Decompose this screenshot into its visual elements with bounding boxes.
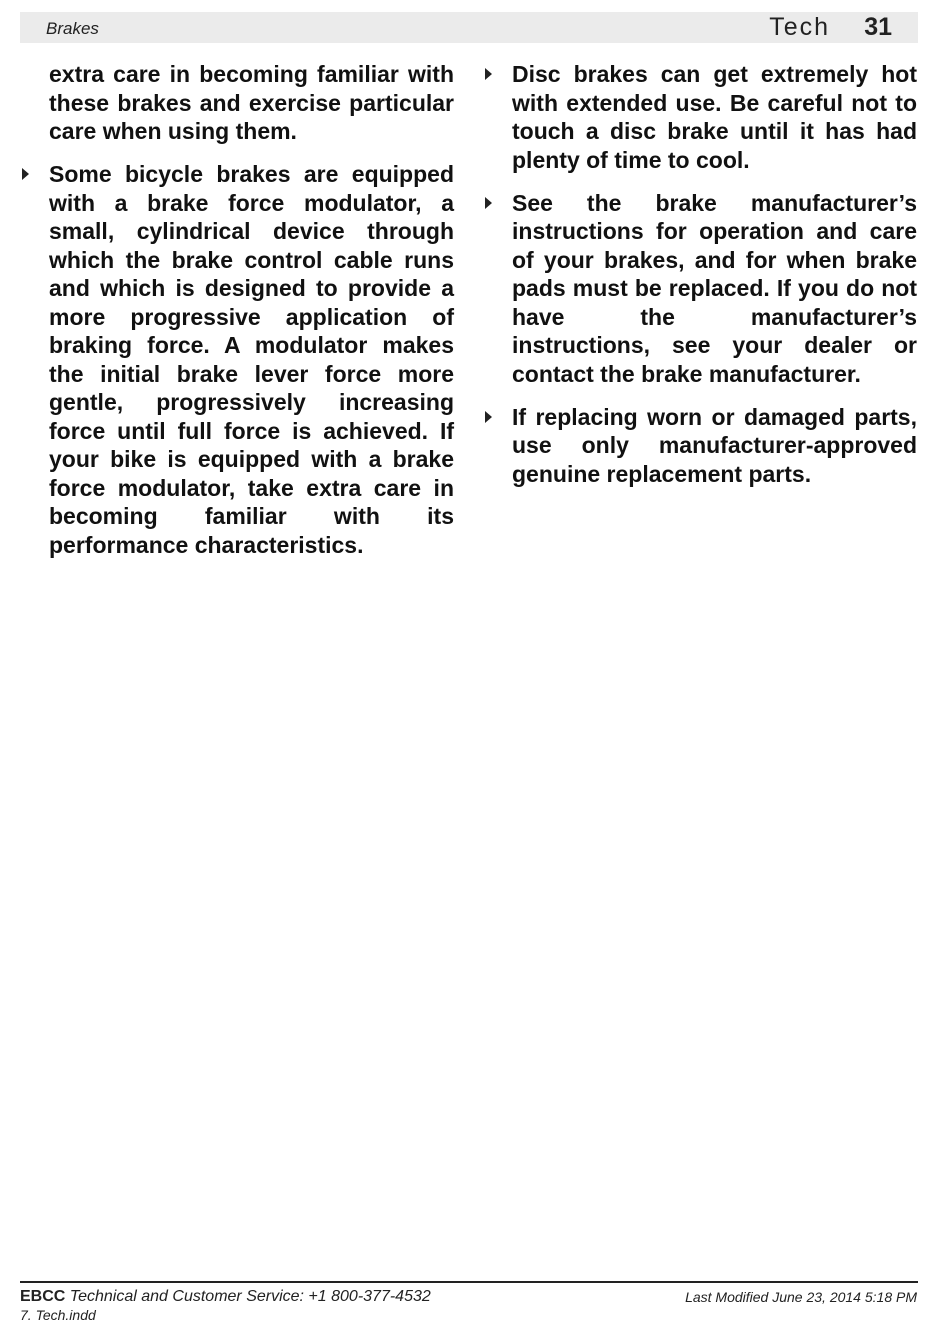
bullet-item	[49, 160, 454, 559]
bullet-text: See the brake manufacturer’s instructions for operation and care of your brakes, and for when brake pads must be replaced. If you do not have the manufacturer’s instructions, see your dealer or contact the brake manufacturer.	[512, 189, 917, 387]
triangle-bullet-icon	[485, 411, 492, 423]
triangle-bullet-icon	[485, 68, 492, 80]
page-number: 31	[864, 13, 892, 41]
footer-last-modified: Last Modified June 23, 2014 5:18 PM	[685, 1289, 917, 1305]
header-section-label: Brakes	[46, 19, 99, 38]
footer-service-line	[20, 1288, 431, 1306]
footer-brand: EBCC	[20, 1288, 66, 1305]
bullet-item	[512, 189, 917, 389]
footer-divider	[20, 1281, 918, 1283]
left-column	[49, 60, 454, 574]
header-chapter-title: Tech	[769, 13, 830, 41]
running-header	[20, 12, 918, 43]
right-column	[512, 60, 917, 503]
bullet-text: Some bicycle brakes are equipped with a brake force modulator, a small, cylindrical device through which the brake control cable runs and which is designed to provide a more progressive application of braking force. A modulator makes the initial brake lever force more gentle, progressively increasing force until full force is achieved. If your bike is equipped with a brake force modulator, take extra care in becoming familiar with its performance characteristics.	[49, 161, 454, 558]
triangle-bullet-icon	[485, 197, 492, 209]
triangle-bullet-icon	[22, 168, 29, 180]
bullet-item	[512, 403, 917, 489]
bullet-text: If replacing worn or damaged parts, use only manufacturer-approved genuine replacement parts.	[512, 403, 917, 487]
bullet-item	[512, 60, 917, 174]
continued-paragraph: extra care in becoming familiar with these brakes and exercise particular care when using them.	[49, 61, 454, 144]
footer-filename: 7. Tech.indd	[20, 1307, 96, 1323]
footer-service-info: Technical and Customer Service: +1 800-377-4532	[69, 1288, 431, 1305]
bullet-text: Disc brakes can get extremely hot with extended use. Be careful not to touch a disc brake until it has had plenty of time to cool.	[512, 61, 917, 173]
